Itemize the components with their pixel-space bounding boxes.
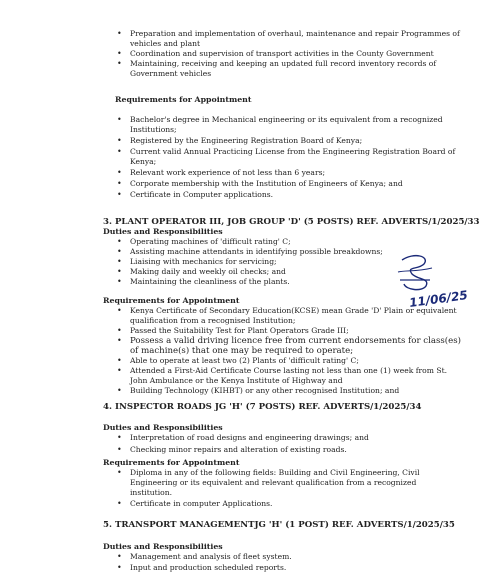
list-item: • Corporate membership with the Institution of Engineers of Kenya; and — [130, 179, 460, 189]
requirements-heading: Requirements for Appointment — [103, 296, 240, 305]
section-4-duties-list — [130, 433, 460, 455]
section-3-requirements-list — [130, 306, 466, 396]
list-item: • Assisting machine attendants in identifying possible breakdowns; — [130, 247, 420, 257]
section-4-title: 4. INSPECTOR ROADS JG 'H' (7 POSTS) REF. ADVERTS/1/2025/34 — [103, 402, 422, 412]
list-item: • Diploma in any of the following fields: Building and Civil Engineering, Civil Engineering or its equivalent and relevant qualification from a recognized institution. — [130, 468, 450, 498]
section-4-requirements-list — [130, 468, 450, 509]
list-item: • Management and analysis of fleet system. — [130, 552, 460, 562]
list-item: • Current valid Annual Practicing License from the Engineering Registration Board of Kenya; — [130, 147, 460, 167]
list-item: • Certificate in computer Applications. — [130, 499, 450, 509]
intro-duties-list — [130, 29, 460, 79]
list-item: • Liaising with mechanics for servicing; — [130, 257, 420, 267]
list-item: • Able to operate at least two (2) Plants of 'difficult rating' C; — [130, 356, 466, 366]
handwritten-date: 11/06/25 — [408, 287, 469, 311]
list-item: • Registered by the Engineering Registration Board of Kenya; — [130, 136, 460, 146]
duties-heading: Duties and Responsibilities — [103, 423, 223, 432]
section-3-duties-list — [130, 237, 420, 287]
list-item: • Building Technology (KIHBT) or any other recognised Institution; and — [130, 386, 466, 396]
list-item: • Operating machines of 'difficult rating' C; — [130, 237, 420, 247]
list-item: • Certificate in Computer applications. — [130, 190, 460, 200]
section-5-title: 5. TRANSPORT MANAGEMENTJG 'H' (1 POST) REF. ADVERTS/1/2025/35 — [103, 520, 455, 530]
requirements-list — [130, 115, 460, 200]
requirements-heading: Requirements for Appointment — [103, 458, 240, 467]
list-item: • Passed the Suitability Test for Plant Operators Grade III; — [130, 326, 466, 336]
list-item: • Possess a valid driving licence free from current endorsements for class(es) of machine(s) that one may be required to operate; — [130, 336, 466, 356]
list-item: • Maintaining the cleanliness of the plants. — [130, 277, 420, 287]
list-item: • Kenya Certificate of Secondary Education(KCSE) mean Grade 'D' Plain or equivalent qualification from a recognised Institution; — [130, 306, 466, 326]
list-item: • Input and production scheduled reports. — [130, 563, 460, 573]
duties-heading: Duties and Responsibilities — [103, 542, 223, 551]
list-item: • Checking minor repairs and alteration of existing roads. — [130, 445, 460, 455]
list-item: • Bachelor's degree in Mechanical engineering or its equivalent from a recognized Institutions; — [130, 115, 460, 135]
list-item: • Making daily and weekly oil checks; and — [130, 267, 420, 277]
requirements-heading: Requirements for Appointment — [115, 95, 252, 104]
list-item: • Maintaining, receiving and keeping an updated full record inventory records of Government vehicles — [130, 59, 460, 79]
section-5-duties-list — [130, 552, 460, 573]
list-item: • Preparation and implementation of overhaul, maintenance and repair Programmes of vehicles and plant — [130, 29, 460, 49]
list-item: • Coordination and supervision of transport activities in the County Government — [130, 49, 460, 59]
list-item: • Interpretation of road designs and engineering drawings; and — [130, 433, 460, 443]
list-item: • Relevant work experience of not less than 6 years; — [130, 168, 460, 178]
duties-heading: Duties and Responsibilities — [103, 227, 223, 236]
section-3-title: 3. PLANT OPERATOR III, JOB GROUP 'D' (5 POSTS) REF. ADVERTS/1/2025/33 — [103, 217, 480, 227]
list-item: • Attended a First-Aid Certificate Course lasting not less than one (1) week from St. John Ambulance or the Kenya Institute of Highway and — [130, 366, 466, 386]
